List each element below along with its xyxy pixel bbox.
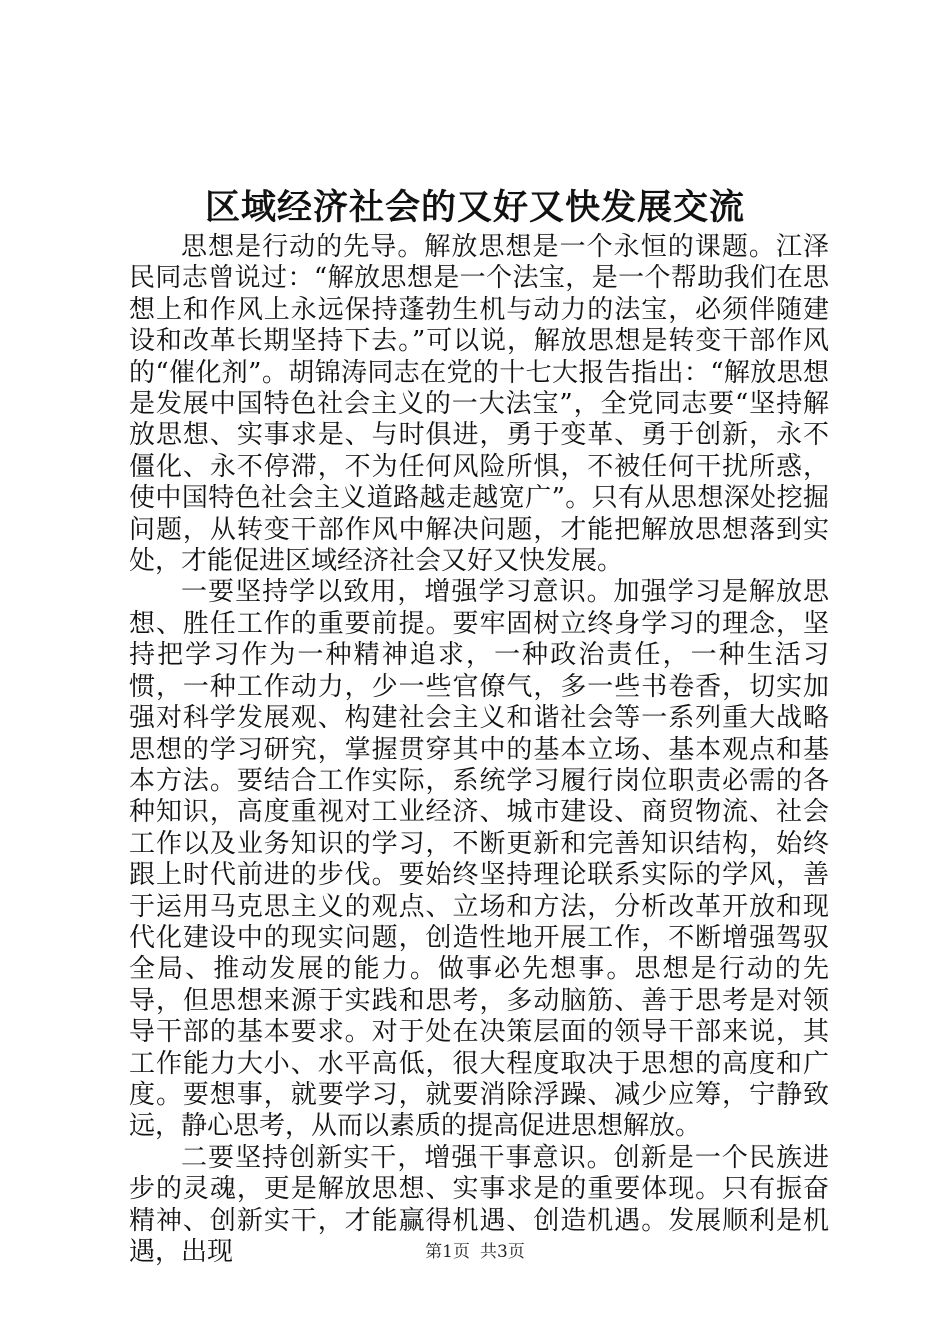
- page-total: 共3页: [480, 1242, 525, 1262]
- page-footer: [0, 1240, 950, 1264]
- paragraph-innovation: 二要坚持创新实干，增强干事意识。创新是一个民族进步的灵魂，更是解放思想、实事求是的重要体现。只有振奋精神、创新实干，才能赢得机遇、创造机遇。发展顺利是机遇，出现: [129, 1142, 829, 1267]
- document-body: [129, 232, 829, 1268]
- paragraph-intro: 思想是行动的先导。解放思想是一个永恒的课题。江泽民同志曾说过：“解放思想是一个法宝，是一个帮助我们在思想上和作风上永远保持蓬勃生机与动力的法宝，必须伴随建设和改革长期坚持下去。”可以说，解放思想是转变干部作风的“催化剂”。胡锦涛同志在党的十七大报告指出：“解放思想是发展中国特色社会主义的一大法宝”，全党同志要“坚持解放思想、实事求是、与时俱进，勇于变革、勇于创新，永不僵化、永不停滞，不为任何风险所惧，不被任何干扰所惑，使中国特色社会主义道路越走越宽广”。只有从思想深处挖掘问题，从转变干部作风中解决问题，才能把解放思想落到实处，才能促进区域经济社会又好又快发展。: [129, 232, 829, 577]
- document-title: 区域经济社会的又好又快发展交流: [204, 187, 745, 228]
- page-number: 第1页: [425, 1242, 470, 1262]
- paragraph-study: 一要坚持学以致用，增强学习意识。加强学习是解放思想、胜任工作的重要前提。要牢固树立终身学习的理念，坚持把学习作为一种精神追求，一种政治责任，一种生活习惯，一种工作动力，少一些官僚气，多一些书卷香，切实加强对科学发展观、构建社会主义和谐社会等一系列重大战略思想的学习研究，掌握贯穿其中的基本立场、基本观点和基本方法。要结合工作实际，系统学习履行岗位职责必需的各种知识，高度重视对工业经济、城市建设、商贸物流、社会工作以及业务知识的学习，不断更新和完善知识结构，始终跟上时代前进的步伐。要始终坚持理论联系实际的学风，善于运用马克思主义的观点、立场和方法，分析改革开放和现代化建设中的现实问题，创造性地开展工作，不断增强驾驭全局、推动发展的能力。做事必先想事。思想是行动的先导，但思想来源于实践和思考，多动脑筋、善于思考是对领导干部的基本要求。对于处在决策层面的领导干部来说，其工作能力大小、水平高低，很大程度取决于思想的高度和广度。要想事，就要学习，就要消除浮躁、减少应筹，宁静致远，静心思考，从而以素质的提高促进思想解放。: [129, 577, 829, 1142]
